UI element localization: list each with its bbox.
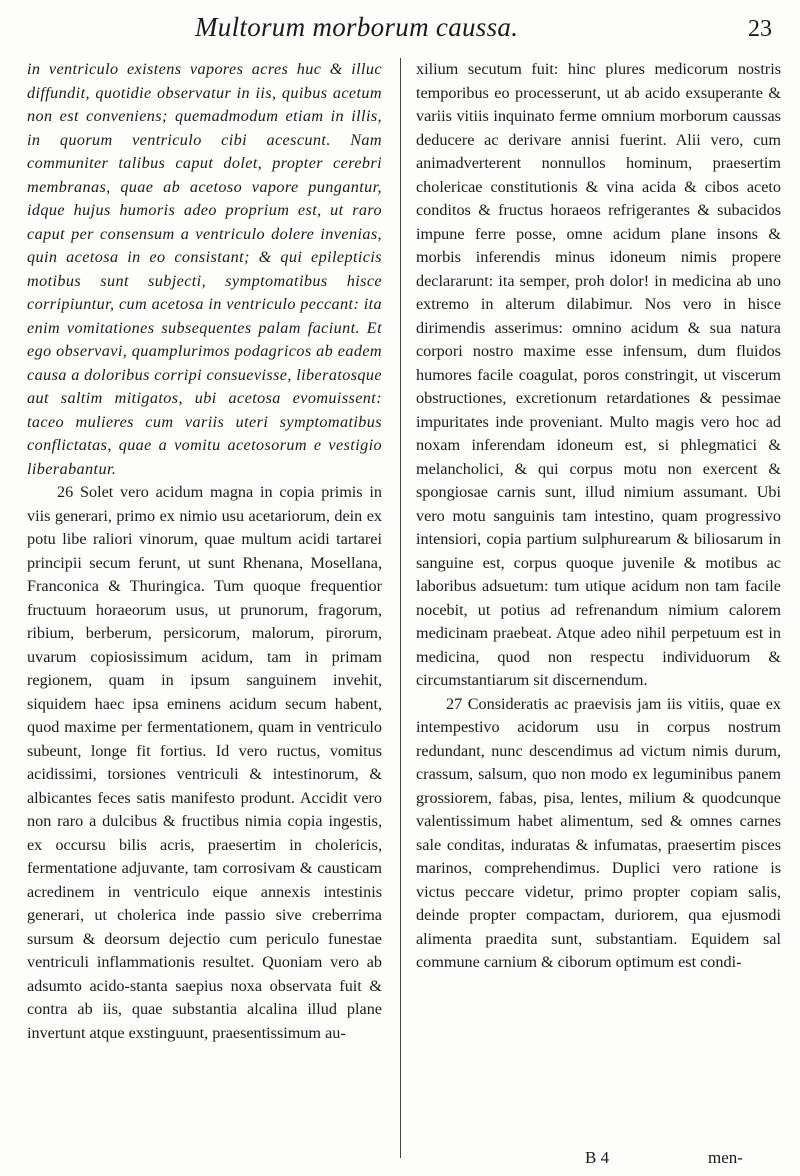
running-title: Multorum morborum caussa. (195, 12, 519, 42)
page-footer (0, 1148, 800, 1174)
running-head (0, 12, 800, 52)
italic-quotation: in ventriculo existens vapores acres huc & illuc diffundit, quotidie observatur in iis, quibus acetum non est conveniens; quemadmodum etiam in illis, in quorum ventriculo cibi acescunt. Nam communiter talibus caput dolet, propter cerebri membranas, quae ab acetoso vapore pungantur, idque hujus humoris adeo proprium est, ut raro caput per consensum a ventriculo dolere invenias, quin acetosa in eo consistant; & qui epilepticis motibus sunt subjecti, symptomatibus hisce corripiuntur, cum acetosa in ventriculo peccant: ita enim vomitationes subsequentes palam faciunt. Et ego observavi, quamplurimos podagricos ab eadem causa a doloribus corripi consuevisse, liberatosque aut saltim mitigatos, ubi acetosa evomuissent: taceo mulieres cum variis uteri symptomatibus conflictatas, quae a vomitu acetosorum e vestigio liberabantur. (27, 60, 382, 478)
right-column (416, 58, 781, 1168)
column-rule (400, 58, 401, 1158)
left-column (27, 58, 382, 1168)
paragraph-27: 27 Consideratis ac praevisis jam iis vitiis, quae ex intempestivo acidorum usu in corpus nostrum redundant, nunc descendimus ad victum nimis durum, crassum, salsum, quo non modo ex leguminibus panem grossiorem, fabas, pisa, lentes, milium & quodcunque valentissimum habet alimentum, sed & omnes carnes sale conditas, induratas & infumatas, praesertim pisces marinos, comprehendimus. Duplici vero ratione is victus peccare videtur, primo propter copiam salis, deinde propter compactam, duriorem, qua ejusmodi alimenta praedita sunt, substantiam. Equidem sal commune carnium & ciborum optimum est condi- (416, 694, 781, 971)
catchword: men- (708, 1148, 743, 1167)
paragraph-continuation: xilium secutum fuit: hinc plures medicorum nostris temporibus eo processerunt, ut ab acido exsuperante & variis vitiis inquinato ferme omnium morborum caussas deducere ac derivare annisi fuerint. Alii vero, cum animadverterent nonnullos hominum, praesertim cholericae constitutionis & vina acida & cibos aceto conditos & fructus horaeos refrigerantes & subacidos impune ferre posse, omne acidum plane insons & morbis inferendis minus idoneum nimis propere declararunt: ita semper, proh dolor! in medicina ab uno extremo in alterum dilabimur. Nos vero in hisce dirimendis asserimus: omnino acidum & sua natura corpori nostro maxime esse infensum, dum fluidos humores facile coagulat, poros constringit, ut viscerum obstructiones, excretionum retardationes & pessimae impuritates inde proveniant. Multo magis vero hoc ad noxam inferendam idoneum est, si phlegmatici & melancholici, & qui corpus motu non exercent & spongiosae carnis sunt, illud nimium assumant. Ubi vero motu sanguinis tam intestino, quam progressivo intensiori, copia partium sulphurearum & biliosarum in sanguine est, corpus quoque juvenile & motibus ac laboribus adsuetum: tum utique acidum non tam facile nocebit, ut potius ad refrenandum nimium calorem medicinam praebeat. Atque adeo nihil perpetuum est in medicina, quod non respectu individuorum & circumstantiarum sit discernendum. (416, 60, 781, 689)
page-number: 23 (748, 16, 772, 42)
paragraph-26: 26 Solet vero acidum magna in copia primis in viis generari, primo ex nimio usu acetariorum, dein ex potu libe raliori vinorum, quae multum acidi tartarei principii secum ferunt, ut sunt Rhenana, Mosellana, Franconica & Thuringica. Tum quoque frequentior fructuum horaeorum usus, ut prunorum, fragorum, ribium, berberum, persicorum, malorum, pirorum, uvarum copiosissimum acidum, tam in primam regionem, quam in ipsum sanguinem invehit, siquidem haec ipsa eminens acidum secum habent, quod maxime per fermentationem, quam in ventriculo subeunt, longe fit fortius. Id vero ructus, vomitus acidissimi, torsiones ventriculi & intestinorum, & albicantes feces satis manifesto produnt. Accidit vero non raro a dulcibus & fructibus nimia copia ingestis, ex occursu bilis acris, praesertim in cholericis, fermentatione adjuvante, tam corrosivam & causticam acredinem in ventriculo eique annexis intestinis generari, ut cholerica inde passio sive creberrima sursum & deorsum dejectio cum periculo funestae ventriculi inflammationis resultet. Quoniam vero ab adsumto acido-stanta saepius noxa observata fuit & contra ab iis, quae substantia alcalina illud plane invertunt atque exstinguunt, praesentissimum au- (27, 483, 382, 1042)
signature-mark: B 4 (585, 1148, 610, 1167)
